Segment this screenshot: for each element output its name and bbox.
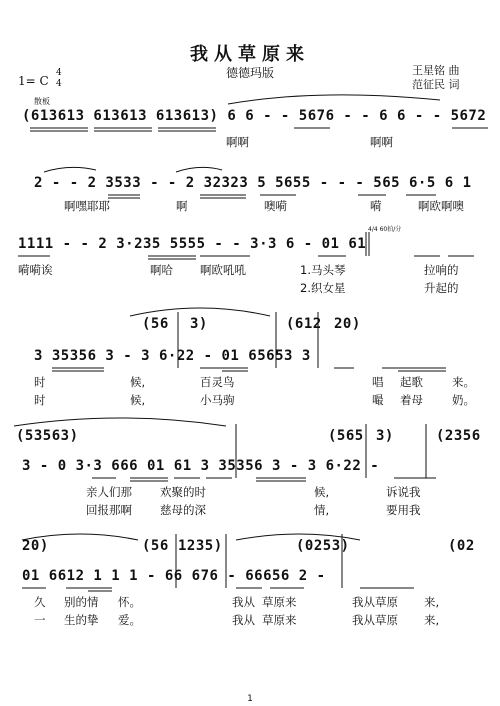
system-3-lyric-4: 1.马头琴 <box>300 263 346 277</box>
system-1-notes: (613613 613613 613613) 6 6 - - 5676 - - 6 6 - - 5672 <box>22 108 487 124</box>
system-2-notes: 2 - - 2 3533 - - 2 32323 5 5655 - - - 565 6·5 6 1 <box>34 175 472 191</box>
system-1-lyric-b: 啊啊 <box>370 135 393 149</box>
composer-credit: 王星铭 曲 <box>412 64 460 77</box>
system-4-lyric2-5: 着母 <box>400 393 423 407</box>
system-4-lyric-1: 时 <box>34 375 46 389</box>
system-4-lyric-3: 百灵鸟 <box>200 375 235 389</box>
system-6-lyric-4: 我从 <box>232 595 255 609</box>
lyricist-credit: 范征民 词 <box>412 78 460 91</box>
system-4-lyric2-4: 嘬 <box>372 393 384 407</box>
song-subtitle: 德德玛版 <box>225 66 274 80</box>
system-5-notes: 3 - 0 3·3 666 01 61 3 35356 3 - 3 6·22 - <box>22 458 380 474</box>
system-3-notes: 1111 - - 2 3·235 5555 - - 3·3 6 - 01 61 <box>18 236 367 252</box>
system-6-above-2: (56 <box>142 538 169 554</box>
system-6-lyric2-5: 草原来 <box>262 613 297 627</box>
time-signature-bottom: 4 <box>56 79 62 89</box>
song-title: 我从草原来 <box>190 44 310 65</box>
system-3-lyric-1: 嗬嗬诶 <box>18 263 53 277</box>
system-6-notes: 01 6612 1 1 1 - 66 676 - 66656 2 - <box>22 568 326 584</box>
system-5-above-4: (2356 <box>436 428 481 444</box>
system-3-lyric-2: 啊哈 <box>150 263 173 277</box>
system-6-lyric-7: 来, <box>424 595 440 609</box>
system-5-lyric-2: 欢聚的时 <box>160 485 206 499</box>
system-4-lyric2-6: 奶。 <box>452 393 475 407</box>
system-2-lyric-2: 啊 <box>176 199 188 213</box>
system-6-lyric-1: 久 <box>34 595 46 609</box>
time-signature-top: 4 <box>56 68 62 78</box>
system-3-lyric-3: 啊欧吼吼 <box>200 263 246 277</box>
system-6-lyric-6: 我从草原 <box>352 595 398 609</box>
system-4-above-4: 20) <box>334 316 361 332</box>
system-5-lyric-4: 诉说我 <box>386 485 421 499</box>
system-6-lyric2-4: 我从 <box>232 613 255 627</box>
system-6-lyric2-1: 一 <box>34 613 46 627</box>
system-6-lyric2-6: 我从草原 <box>352 613 398 627</box>
system-4-above-1: (56 <box>142 316 169 332</box>
system-4-notes: 3 35356 3 - 3 6·22 - 01 65653 3 <box>34 348 311 364</box>
system-5-above-3: 3) <box>376 428 394 444</box>
system-4-lyric-6: 来。 <box>452 375 475 389</box>
system-4-lyric2-1: 时 <box>34 393 46 407</box>
system-3-lyric2-2: 升起的 <box>424 281 459 295</box>
system-1-lyric-a: 啊啊 <box>226 135 249 149</box>
system-5-lyric2-4: 要用我 <box>386 503 421 517</box>
system-6-lyric2-7: 来, <box>424 613 440 627</box>
system-4-lyric-5: 起歌 <box>400 375 423 389</box>
page-number: 1 <box>247 694 253 704</box>
system-2-lyric-4: 嗬 <box>370 199 382 213</box>
tempo-marking: 4/4 60拍/分 <box>368 226 402 233</box>
system-4-above-2: 3) <box>190 316 208 332</box>
system-6-lyric-5: 草原来 <box>262 595 297 609</box>
system-6-above-4: (0253) <box>296 538 350 554</box>
system-5-lyric-3: 候, <box>314 485 330 499</box>
system-5-lyric2-1: 回报那啊 <box>86 503 132 517</box>
key-signature: 1= C <box>18 74 49 88</box>
system-4-lyric-2: 候, <box>130 375 146 389</box>
system-5-lyric2-2: 慈母的深 <box>160 503 206 517</box>
system-6-above-3: 1235) <box>178 538 223 554</box>
system-4-lyric-4: 唱 <box>372 375 384 389</box>
system-3-lyric-5: 拉响的 <box>424 263 459 277</box>
system-4-lyric2-3: 小马驹 <box>200 393 235 407</box>
system-5-above-1: (53563) <box>16 428 79 444</box>
system-5-above-2: (565 <box>328 428 364 444</box>
system-2-lyric-3: 噢嗬 <box>264 199 287 213</box>
system-6-lyric2-2: 生的挚 <box>64 613 99 627</box>
system-6-lyric2-3: 爱。 <box>118 613 141 627</box>
intro-label: 散板 <box>34 97 50 106</box>
system-5-lyric-1: 亲人们那 <box>86 485 132 499</box>
system-2-lyric-5: 啊欧啊噢 <box>418 199 464 213</box>
system-6-above-5: (02 <box>448 538 475 554</box>
system-2-lyric-1: 啊嘿耶耶 <box>64 199 110 213</box>
system-6-lyric-3: 怀。 <box>118 595 141 609</box>
system-6-above-1: 20) <box>22 538 49 554</box>
system-4-lyric2-2: 候, <box>130 393 146 407</box>
system-4-above-3: (612 <box>286 316 322 332</box>
system-5-lyric2-3: 情, <box>314 503 330 517</box>
system-6-lyric-2: 别的情 <box>64 595 99 609</box>
system-3-lyric2-1: 2.织女星 <box>300 281 346 295</box>
